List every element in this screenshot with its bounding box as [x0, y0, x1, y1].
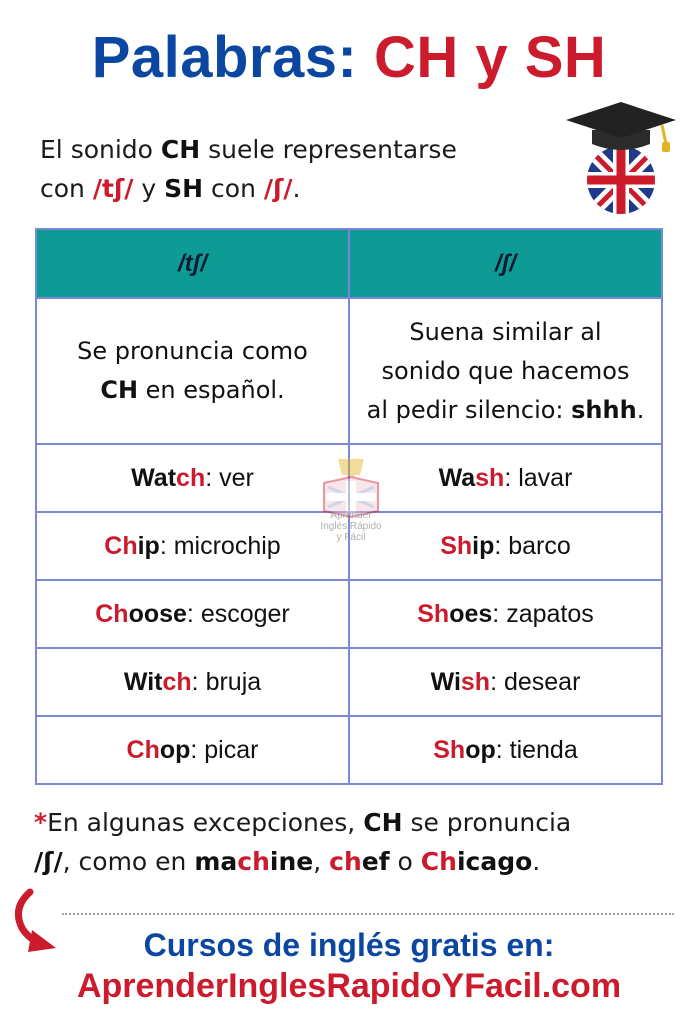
word-part-highlight: Ch [95, 599, 129, 628]
exception-note [34, 803, 674, 881]
note-asterisk: * [34, 808, 48, 837]
note-text-1: En algunas excepciones, [47, 808, 364, 837]
word-meaning: : microchip [159, 531, 281, 560]
word-meaning: : escoger [186, 599, 290, 628]
word-part-post: ip [137, 531, 160, 560]
note-text-2: se pronuncia [402, 808, 572, 837]
desc-sh-line1: Suena similar al [409, 317, 602, 346]
word-meaning: : zapatos [492, 599, 594, 628]
note-machine-c: ine [269, 847, 314, 876]
word-part-highlight: sh [460, 667, 491, 696]
word-meaning: : desear [490, 667, 581, 696]
word-row [36, 580, 662, 648]
word-part-highlight: sh [475, 463, 505, 492]
description-row [36, 298, 662, 444]
note-chicago-b: icago [456, 847, 533, 876]
watermark-line3: y Fácil [336, 532, 366, 543]
desc-sh-line3: al pedir silencio: [366, 395, 572, 424]
note-text-6: . [532, 847, 541, 876]
desc-sh-line2: sonido que hacemos [381, 356, 630, 385]
word-part-post: op [465, 735, 496, 764]
intro-text-2: suele representarse [200, 135, 457, 164]
word-part-highlight: Sh [440, 531, 473, 560]
note-machine-b: ch [237, 847, 270, 876]
watermark-line2: Inglés Rápido [320, 521, 382, 532]
note-text-3: , como en [62, 847, 195, 876]
watermark-line1: Aprender [330, 510, 372, 521]
intro-text-6: . [292, 174, 301, 203]
intro-text-3: con [40, 174, 93, 203]
intro-ipa-sh: /ʃ/ [263, 174, 293, 203]
word-part-highlight: Ch [104, 531, 138, 560]
description-ch [36, 298, 349, 444]
word-part-highlight: Sh [417, 599, 450, 628]
word-cell-sh [349, 716, 662, 784]
cta-website-link[interactable]: AprenderInglesRapidoYFacil.com [76, 967, 622, 1005]
note-chef-b: ef [361, 847, 390, 876]
word-meaning: : tienda [495, 735, 578, 764]
note-text-4: , [313, 847, 330, 876]
note-text-5: o [389, 847, 421, 876]
note-machine-a: ma [194, 847, 238, 876]
word-meaning: : picar [190, 735, 259, 764]
word-cell-ch [36, 444, 349, 512]
header-ch: /tʃ/ [36, 229, 349, 298]
word-cell-ch [36, 648, 349, 716]
word-part-highlight: ch [162, 667, 192, 696]
word-part-post: op [159, 735, 191, 764]
word-cell-sh [349, 580, 662, 648]
word-cell-sh [349, 648, 662, 716]
note-chef-a: ch [329, 847, 362, 876]
table-header-row [36, 229, 662, 298]
note-chicago-a: Ch [420, 847, 457, 876]
desc-ch-bold: CH [100, 376, 139, 404]
word-part-post: oose [128, 599, 187, 628]
word-part-pre: Wa [438, 463, 476, 492]
page-title [0, 22, 698, 94]
word-part-highlight: ch [176, 463, 206, 492]
desc-ch-line2: en español. [138, 376, 285, 404]
word-row [36, 716, 662, 784]
title-part-1: Palabras: [91, 25, 358, 90]
cta-heading: Cursos de inglés gratis en: [143, 927, 555, 963]
title-part-2: CH y SH [373, 25, 607, 90]
word-cell-ch [36, 716, 349, 784]
intro-text [40, 130, 540, 208]
word-part-post: ip [472, 531, 495, 560]
intro-ipa-ch: /tʃ/ [92, 174, 134, 203]
header-sh: /ʃ/ [349, 229, 662, 298]
intro-text-4: y [133, 174, 165, 203]
word-meaning: : barco [494, 531, 571, 560]
word-cell-ch [36, 580, 349, 648]
intro-ch: CH [160, 135, 201, 164]
intro-text-1: El sonido [40, 135, 161, 164]
word-meaning: : lavar [504, 463, 573, 492]
word-part-post: oes [449, 599, 493, 628]
dotted-divider [62, 913, 674, 915]
note-ipa: /ʃ/ [34, 847, 63, 876]
intro-sh: SH [164, 174, 204, 203]
graduation-cap-uk-flag-icon [562, 98, 680, 216]
desc-sh-bold: shhh [571, 395, 637, 424]
watermark-text [296, 510, 406, 543]
description-sh [349, 298, 662, 444]
note-ch: CH [363, 808, 403, 837]
desc-ch-line1: Se pronuncia como [77, 337, 308, 365]
word-part-pre: Wit [123, 667, 163, 696]
word-part-highlight: Ch [126, 735, 160, 764]
word-row [36, 648, 662, 716]
word-part-pre: Wat [131, 463, 177, 492]
word-part-highlight: Sh [433, 735, 466, 764]
word-part-pre: Wi [430, 667, 461, 696]
intro-text-5: con [203, 174, 264, 203]
word-meaning: : ver [205, 463, 254, 492]
word-meaning: : bruja [191, 667, 262, 696]
desc-sh-period: . [636, 395, 645, 424]
